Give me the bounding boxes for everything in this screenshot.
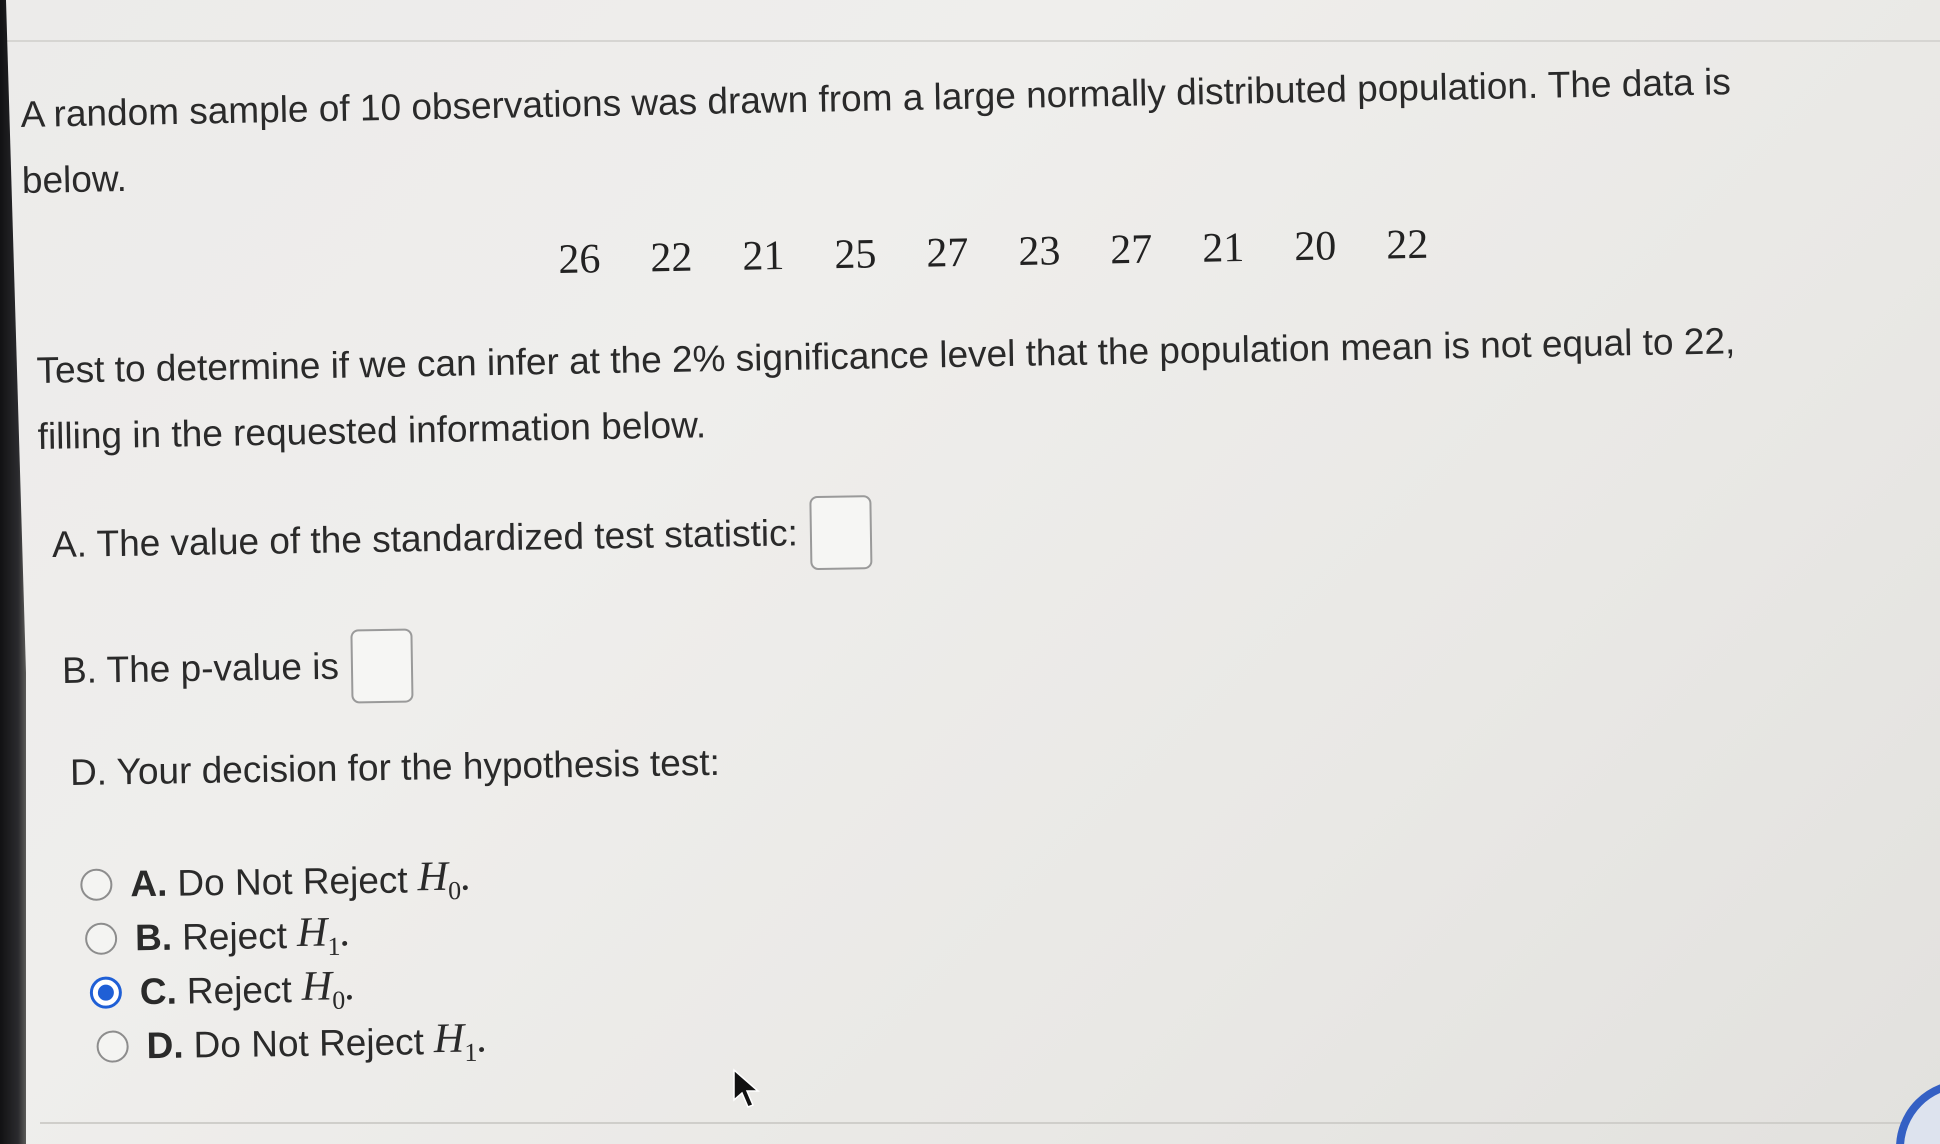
option-letter: A.	[130, 862, 168, 905]
test-line-1: Test to determine if we can infer at the 2% significance level that the population mean is not equal to 22,	[36, 320, 1736, 391]
radio-button[interactable]	[80, 869, 112, 901]
data-value: 21	[741, 233, 785, 280]
option-text: Do Not Reject	[177, 859, 408, 904]
data-value: 27	[1109, 226, 1153, 274]
hypothesis-symbol: $H_1$.	[433, 1015, 489, 1068]
radio-button[interactable]	[96, 1030, 128, 1062]
intro-paragraph	[20, 49, 1733, 214]
data-value: 21	[1201, 225, 1245, 272]
data-value: 26	[558, 236, 601, 283]
intro-line-1: A random sample of 10 observations was drawn from a large normally distributed population. The data is	[20, 61, 1732, 135]
option-letter: C.	[139, 970, 178, 1013]
test-line-2: filling in the requested information below.	[37, 404, 707, 457]
option-c[interactable]	[90, 960, 488, 1020]
data-value: 20	[1293, 223, 1337, 271]
data-values	[558, 220, 1479, 284]
option-letter: B.	[134, 916, 173, 959]
part-a-label: A. The value of the standardized test statistic:	[51, 512, 799, 565]
option-a[interactable]	[80, 852, 486, 912]
option-d[interactable]	[96, 1014, 488, 1073]
arrow-cursor-icon	[732, 1068, 762, 1110]
hypothesis-symbol: $H_1$.	[296, 909, 352, 962]
data-value: 23	[1017, 228, 1061, 275]
part-b-label: B. The p-value is	[61, 645, 340, 691]
p-value-input[interactable]	[350, 628, 413, 703]
option-text: Reject	[186, 969, 293, 1012]
radio-button-selected[interactable]	[90, 976, 122, 1008]
option-text: Reject	[181, 915, 288, 958]
hypothesis-symbol: $H_0$.	[417, 853, 472, 906]
data-value: 27	[925, 229, 969, 277]
option-letter: D.	[146, 1024, 184, 1067]
test-paragraph	[36, 308, 1737, 470]
option-text: Do Not Reject	[193, 1021, 425, 1066]
data-value: 22	[1385, 221, 1429, 269]
hypothesis-symbol: $H_0$.	[301, 963, 356, 1016]
part-a	[51, 495, 872, 582]
decision-options	[80, 852, 488, 1074]
intro-line-2: below.	[21, 157, 128, 201]
option-b[interactable]	[85, 906, 487, 966]
part-d	[70, 742, 721, 794]
part-b	[61, 628, 413, 708]
radio-button[interactable]	[85, 922, 117, 954]
data-value: 25	[833, 231, 877, 279]
test-statistic-input[interactable]	[809, 495, 872, 570]
part-d-label: D. Your decision for the hypothesis test:	[69, 741, 721, 793]
data-value: 22	[650, 234, 693, 282]
